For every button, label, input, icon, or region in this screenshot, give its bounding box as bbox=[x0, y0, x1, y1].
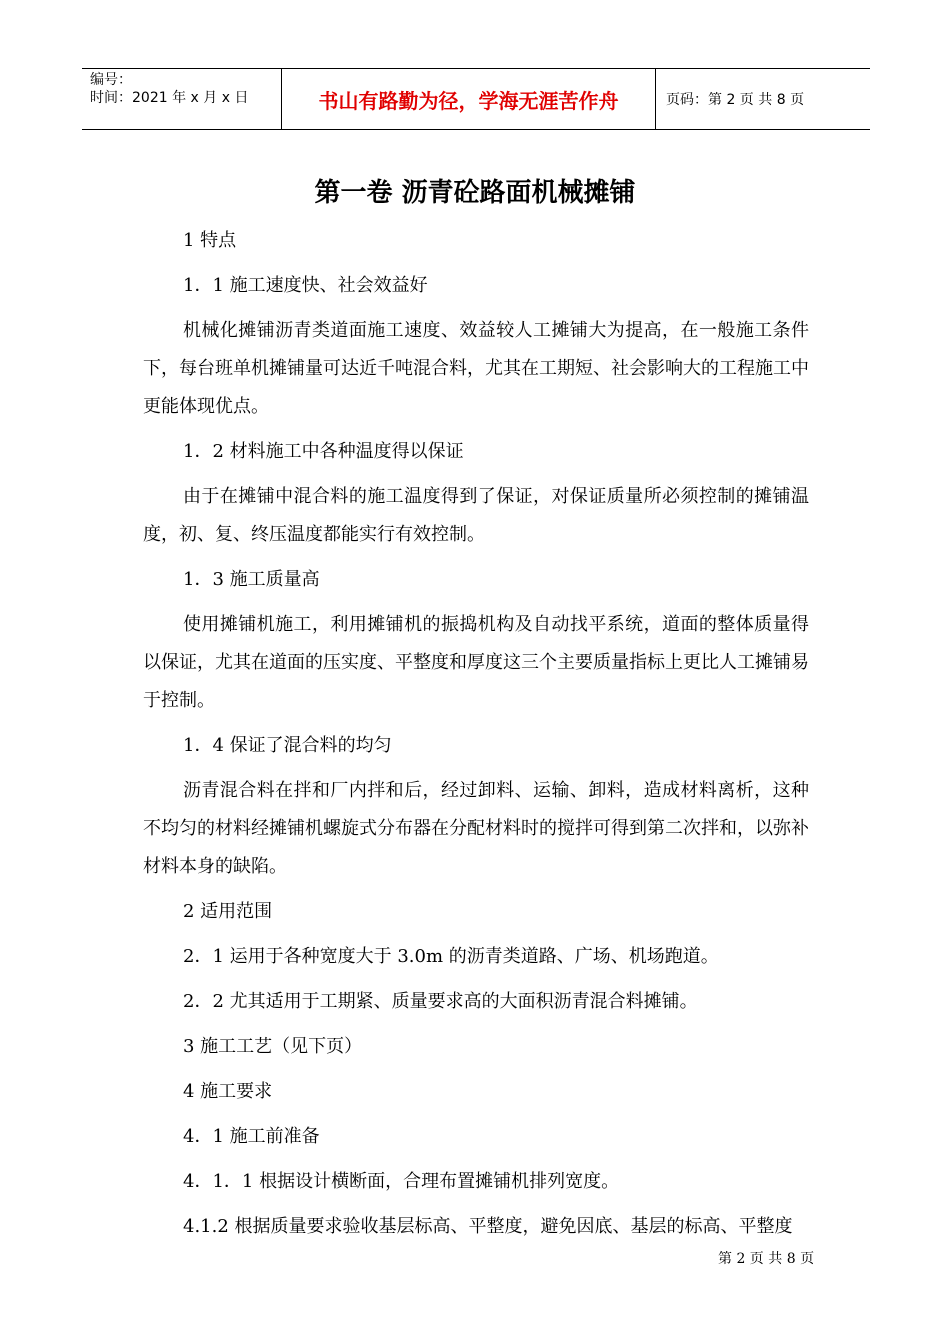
paragraph: 3 施工工艺（见下页） bbox=[183, 1036, 363, 1057]
paragraph: 2 适用范围 bbox=[183, 901, 273, 922]
paragraph: 2．2 尤其适用于工期紧、质量要求高的大面积沥青混合料摊铺。 bbox=[183, 991, 698, 1012]
header-meta bbox=[82, 69, 282, 129]
page-title: 第一卷 沥青砼路面机械摊铺 bbox=[314, 178, 636, 208]
motto-text: 书山有路勤为径，学海无涯苦作舟 bbox=[318, 88, 619, 113]
paragraph: 沥青混合料在拌和厂内拌和后，经过卸料、运输、卸料，造成材料离析，这种不均匀的材料经摊铺机螺旋式分布器在分配材料时的搅拌可得到第二次拌和，以弥补材料本身的缺陷。 bbox=[143, 780, 809, 877]
paragraph: 1 特点 bbox=[183, 230, 237, 251]
time-label: 时间：2021 年 x 月 x 日 bbox=[90, 90, 249, 106]
paragraph: 使用摊铺机施工，利用摊铺机的振捣机构及自动找平系统，道面的整体质量得以保证，尤其在道面的压实度、平整度和厚度这三个主要质量指标上更比人工摊铺易于控制。 bbox=[143, 614, 809, 711]
paragraph: 1．3 施工质量高 bbox=[183, 569, 320, 590]
paragraph: 由于在摊铺中混合料的施工温度得到了保证，对保证质量所必须控制的摊铺温度，初、复、终压温度都能实行有效控制。 bbox=[143, 486, 809, 545]
document-header bbox=[82, 68, 870, 130]
paragraph: 机械化摊铺沥青类道面施工速度、效益较人工摊铺大为提高，在一般施工条件下，每台班单机摊铺量可达近千吨混合料，尤其在工期短、社会影响大的工程施工中更能体现优点。 bbox=[143, 320, 809, 417]
paragraph: 4.1.2 根据质量要求验收基层标高、平整度，避免因底、基层的标高、平整度 bbox=[183, 1216, 793, 1237]
document-body bbox=[143, 222, 809, 1253]
page-footer: 第 2 页 共 8 页 bbox=[718, 1251, 815, 1267]
header-page-info-cell bbox=[656, 69, 870, 129]
paragraph: 4 施工要求 bbox=[183, 1081, 273, 1102]
paragraph: 4．1 施工前准备 bbox=[183, 1126, 320, 1147]
number-label: 编号： bbox=[90, 72, 132, 88]
paragraph: 1．2 材料施工中各种温度得以保证 bbox=[183, 441, 464, 462]
paragraph: 2．1 运用于各种宽度大于 3.0m 的沥青类道路、广场、机场跑道。 bbox=[183, 946, 719, 967]
header-motto-cell bbox=[282, 69, 656, 129]
paragraph: 1．4 保证了混合料的均匀 bbox=[183, 735, 392, 756]
page-info: 页码：第 2 页 共 8 页 bbox=[666, 92, 805, 108]
paragraph: 1．1 施工速度快、社会效益好 bbox=[183, 275, 428, 296]
paragraph: 4．1．1 根据设计横断面，合理布置摊铺机排列宽度。 bbox=[183, 1171, 620, 1192]
